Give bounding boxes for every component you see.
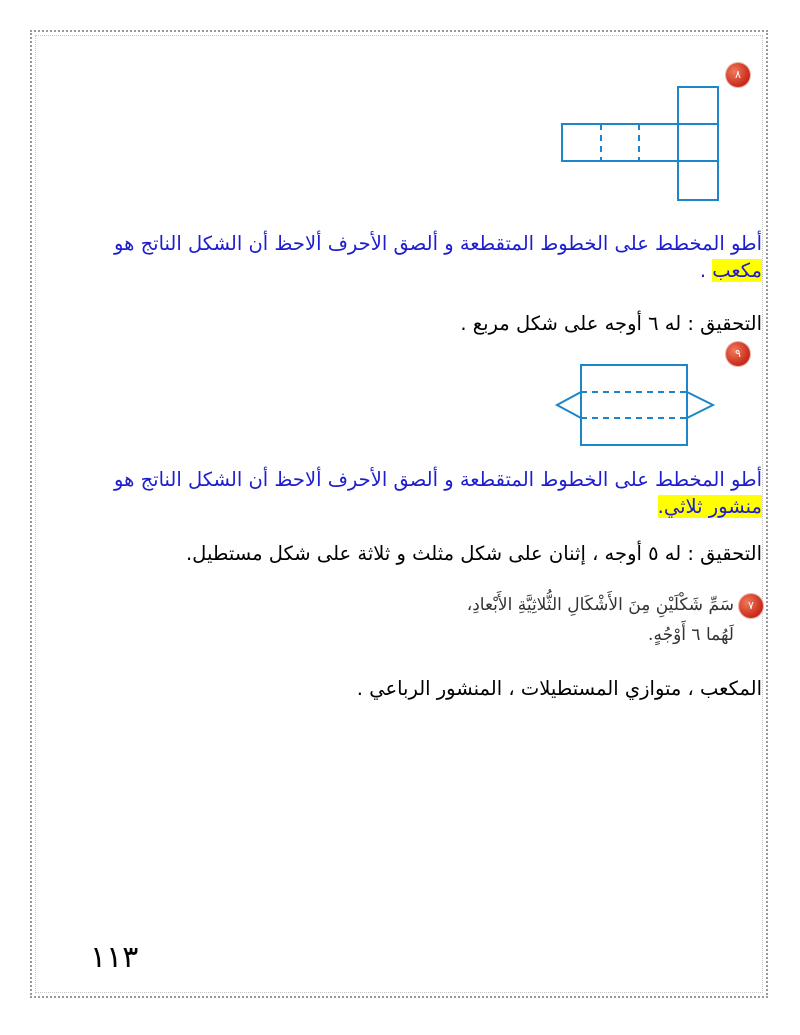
exercise-8-check: التحقيق : له ٦ أوجه على شكل مربع . — [460, 312, 762, 335]
question-line-2: لَهُما ٦ أَوْجُهٍ. — [648, 625, 734, 645]
exercise-7-badge: ٧ — [739, 594, 763, 618]
exercise-9-text — [78, 466, 762, 520]
question-line-1: سَمِّ شَكْلَيْنِ مِنَ الأَشْكَالِ الثُّلاثِيَّةِ الأَبْعادِ، — [466, 595, 734, 615]
exercise-9-answer: منشور ثلاثي. — [657, 495, 762, 518]
exercise-9-main: أطو المخطط على الخطوط المتقطعة و ألصق الأحرف ألاحظ أن الشكل الناتج هو — [114, 468, 762, 491]
exercise-8-main: أطو المخطط على الخطوط المتقطعة و ألصق الأحرف ألاحظ أن الشكل الناتج هو — [114, 232, 762, 255]
exercise-8-answer: مكعب — [712, 259, 762, 282]
exercise-8-badge: ٨ — [726, 63, 750, 87]
answer-text: المكعب ، متوازي المستطيلات ، المنشور الرباعي . — [356, 677, 762, 700]
exercise-9-badge: ٩ — [726, 342, 750, 366]
page-number: ١١٣ — [90, 940, 139, 975]
exercise-9-check: التحقيق : له ٥ أوجه ، إثنان على شكل مثلث و ثلاثة على شكل مستطيل. — [185, 542, 762, 565]
exercise-8-tail: . — [699, 259, 713, 282]
